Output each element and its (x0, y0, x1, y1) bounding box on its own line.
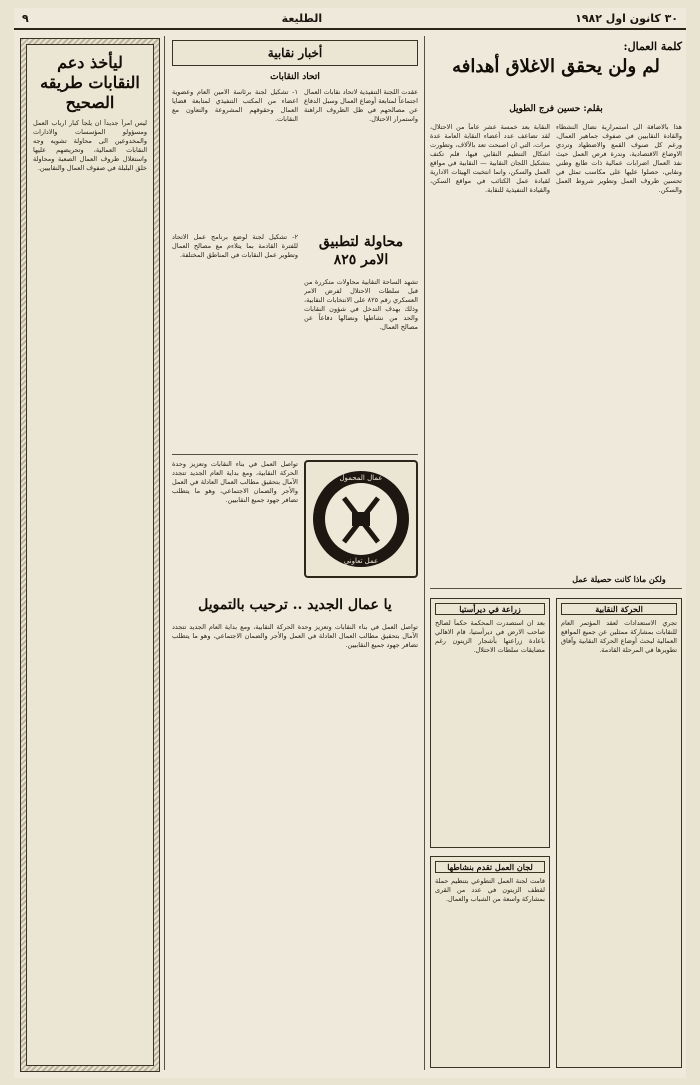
nadwa-body: تواصل العمل في بناء النقابات وتعزيز وحدة الحركة النقابية، ومع بداية العام الجديد تتجدد الآمال بتحقيق مطالب العمال العادلة في العمل والأجر والضمان الاجتماعي، وهو ما يتطلب تضافر جهود جميع النقابيين. (172, 623, 418, 649)
page-number: ٩ (22, 11, 29, 25)
lead-headline: لم ولن يحقق الاغلاق أهدافه (452, 56, 660, 77)
column-rule (164, 36, 165, 1070)
emblem-top-text: عمال المحمول (339, 474, 383, 482)
column-rule (424, 36, 425, 1070)
union-news-intro: عقدت اللجنة التنفيذية لاتحاد نقابات العمال اجتماعاً لمتابعة أوضاع العمال وسبل الدفاع عن مصالحهم في ظل الظروف الراهنة واستمرار الاحتلال. (304, 88, 418, 123)
union-emblem (304, 460, 418, 578)
left-column-headline: ليأخذ دعم النقابات طريقه الصحيح (40, 53, 140, 112)
lead-byline: بقلم: حسين فرج الطويل (509, 104, 603, 114)
law-article-headline: محاولة لتطبيق الامر ٨٢٥ (318, 234, 404, 268)
union-news-col1: ١- تشكيل لجنة برئاسة الامين العام وعضوية اعضاء من المكتب التنفيذي لمتابعة قضايا العمال وحقوقهم المشروعة والتعاون مع النقابات. (172, 88, 298, 123)
union-news-col2: ٢- تشكيل لجنة لوضع برنامج عمل الاتحاد للفترة القادمة بما يتلاءم مع مصالح العمال وتطوير عمل النقابات في المناطق المختلفة. (172, 233, 298, 259)
middle-text-block: تواصل العمل في بناء النقابات وتعزيز وحدة الحركة النقابية، ومع بداية العام الجديد تتجدد الآمال بتحقيق مطالب العمال العادلة في العمل والأجر والضمان الاجتماعي، وهو ما يتطلب تضافر جهود جميع النقابيين. (172, 460, 298, 504)
section-rule (172, 454, 418, 455)
publication-name: الطليعة (281, 11, 323, 25)
section-rule (430, 588, 682, 589)
newspaper-page (14, 8, 686, 1078)
workers-movement-box (556, 598, 682, 1068)
nadwa-headline: يا عمال الجديد .. ترحيب بالتمويل (198, 597, 392, 613)
olive-box (430, 856, 550, 1068)
quote-line: ولكن ماذا كانت حصيلة عمل (572, 574, 666, 584)
workers-movement-body: تجري الاستعدادات لعقد المؤتمر العام للنقابات بمشاركة ممثلين عن جميع المواقع العمالية لبحث أوضاع الحركة النقابية وآفاق تطويرها في المرحلة القادمة. (561, 619, 677, 654)
lead-col-b: هذا بالاضافة الى استمرارية نضال النشطاء والقادة النقابيين في صفوف جماهير العمال، ورغم كل صنوف القمع والاضطهاد وتردي الاوضاع الاقتصادية، وندرة فرص العمل حيث نفذ العمال اضرابات عمالية ذات طابع وطني ونقابي، حصلوا عليها على مكاسب تمثل في تحسين ظروف العمل وتطوير شروط العمل والسكن. (556, 123, 682, 194)
issue-date: ٣٠ كانون اول ١٩٨٢ (575, 11, 678, 25)
olive-heading: لجان العمل تقدم بنشاطها (435, 861, 545, 873)
olive-body: قامت لجنة العمل التطوعي بتنظيم حملة لقطف الزيتون في عدد من القرى بمشاركة واسعة من الشباب والعمال. (435, 877, 545, 903)
agriculture-body: بعد ان استصدرت المحكمة حكماً لصالح صاحب الارض في ديرأستيا، قام الاهالي باعادة زراعتها بأشجار الزيتون رغم مضايقات سلطات الاحتلال. (435, 619, 545, 654)
union-news-subheading: اتحاد النقابات (270, 72, 320, 82)
left-column-box (26, 44, 154, 1066)
agriculture-heading: زراعة في ديرأستيا (435, 603, 545, 615)
union-news-heading: أخبار نقابية (267, 46, 323, 60)
emblem-bottom-text: عمل تعاوني (343, 557, 379, 565)
left-column-body: ليس امراً جديداً ان يلجأ كبار ارباب العمل ومسؤولو المؤسسات والادارات والمخدوعين الى محاولة تشويه وجه النقابات العمالية، وتحريضهم عليها واستغلال ظروف العمال الصعبة ومحاولة خلق البلبلة في صفوف العمال والنقابيين. (33, 119, 147, 172)
union-emblem-graphic (306, 462, 416, 576)
workers-movement-heading: الحركة النقابية (561, 603, 677, 615)
agriculture-box (430, 598, 550, 848)
union-news-banner (172, 40, 418, 66)
page-header (14, 8, 686, 30)
law-article-body: تشهد الساحة النقابية محاولات متكررة من قبل سلطات الاحتلال لفرض الامر العسكري رقم ٨٢٥ على الانتخابات النقابية، وذلك بهدف التدخل في شؤون النقابات والحد من نشاطها ونضالها دفاعاً عن مصالح العمال. (304, 278, 418, 331)
lead-col-a: النقابة بعد خمسة عشر عاماً من الاحتلال، لقد تضاعف عدد أعضاء النقابة العامة عدة مرات، التي ان اصبحت تعد بالآلاف، وتطورت اشكال التنظيم النقابي فيها، فلم تكتف بتشكيل اللجان النقابية — النقابية في مواقع العمل والسكن، وانما انتخبت الهيئات الادارية لقيادة عمل الكتائب في مواقع السكن، والقيادة التنفيذية للنقابة. (430, 123, 550, 194)
lead-kicker: كلمة العمال: (623, 40, 682, 53)
